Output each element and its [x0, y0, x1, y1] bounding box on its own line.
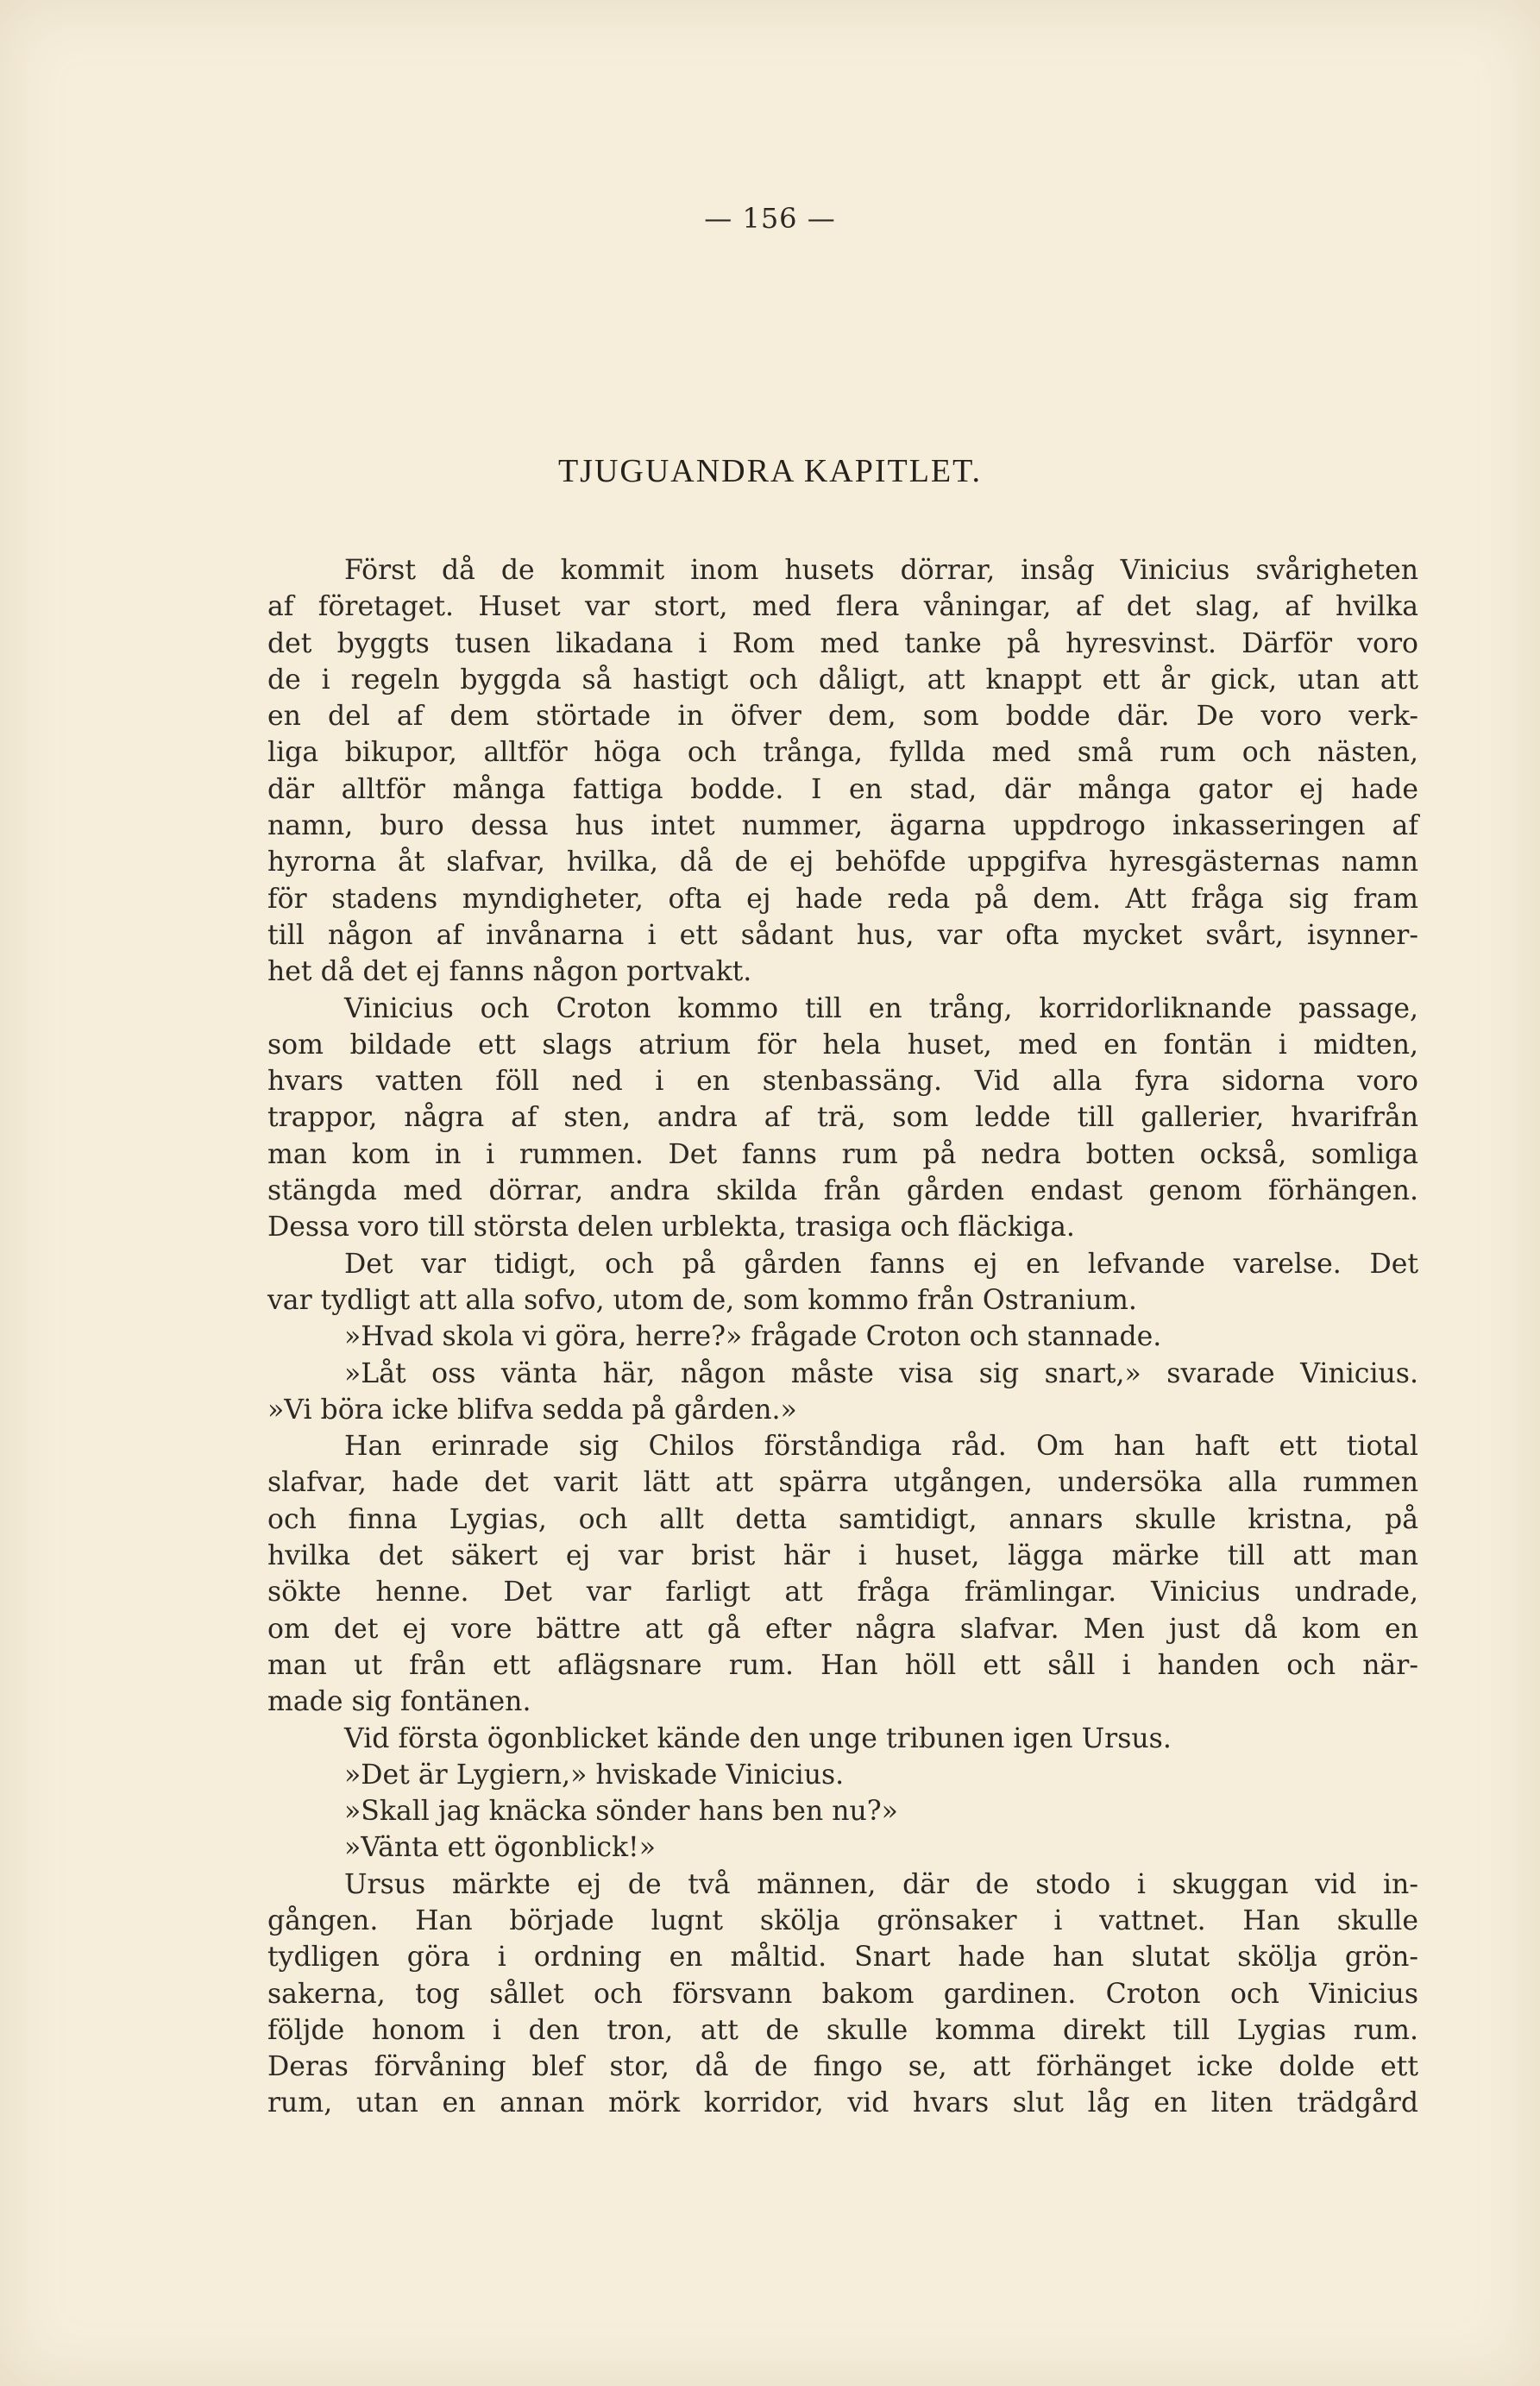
text-line: för stadens myndigheter, ofta ej hade reda på dem. Att fråga sig fram	[267, 883, 1418, 915]
text-line: namn, buro dessa hus intet nummer, ägarna uppdrogo inkasseringen af	[267, 810, 1418, 842]
text-line: hyrorna åt slafvar, hvilka, då de ej behöfde uppgifva hyresgästernas namn	[267, 847, 1418, 878]
text-line: tydligen göra i ordning en måltid. Snart hade han slutat skölja grön-	[267, 1942, 1418, 1974]
text-line: »Låt oss vänta här, någon måste visa sig snart,» svarade Vinicius.	[344, 1357, 1418, 1389]
text-line: hvars vatten föll ned i en stenbassäng. Vid alla fyra sidorna voro	[267, 1066, 1418, 1098]
paragraph	[267, 1428, 1418, 1720]
text-line: och finna Lygias, och allt detta samtidigt, annars skulle kristna, på	[267, 1503, 1418, 1535]
paragraph	[267, 552, 1418, 991]
text-line: stängda med dörrar, andra skilda från gården endast genom förhängen.	[267, 1175, 1418, 1207]
paragraph	[267, 1721, 1418, 1757]
text-line: Vinicius och Croton kommo till en trång, korridorliknande passage,	[344, 992, 1418, 1024]
text-line: »Skall jag knäcka sönder hans ben nu?»	[344, 1796, 898, 1828]
paragraph	[267, 1829, 1418, 1866]
text-line: »Hvad skola vi göra, herre?» frågade Croton och stannade.	[344, 1321, 1162, 1353]
text-line: het då det ej fanns någon portvakt.	[267, 956, 752, 988]
paragraph	[267, 1757, 1418, 1793]
text-line: liga bikupor, alltför höga och trånga, fyllda med små rum och nästen,	[267, 737, 1418, 769]
text-line: gången. Han började lugnt skölja grönsaker i vattnet. Han skulle	[267, 1904, 1418, 1936]
text-line: »Vänta ett ögonblick!»	[344, 1832, 656, 1864]
text-line: till någon af invånarna i ett sådant hus, var ofta mycket svårt, isynner-	[267, 919, 1418, 951]
chapter-title: TJUGUANDRA KAPITLET.	[557, 453, 983, 489]
text-line: Han erinrade sig Chilos förståndiga råd. Om han haft ett tiotal	[344, 1431, 1418, 1463]
text-line: »Det är Lygiern,» hviskade Vinicius.	[344, 1759, 845, 1791]
text-line: det byggts tusen likadana i Rom med tanke på hyresvinst. Därför voro	[267, 627, 1418, 659]
text-line: »Vi böra icke blifva sedda på gården.»	[267, 1394, 797, 1426]
paragraph	[267, 1319, 1418, 1355]
text-line: af företaget. Huset var stort, med flera våningar, af det slag, af hvilka	[267, 591, 1418, 623]
text-line: made sig fontänen.	[267, 1686, 531, 1718]
text-line: rum, utan en annan mörk korridor, vid hvars slut låg en liten trädgård	[267, 2087, 1418, 2119]
text-line: följde honom i den tron, att de skulle komma direkt till Lygias rum.	[267, 2014, 1418, 2046]
paragraph	[267, 1867, 1418, 2122]
text-line: en del af dem störtade in öfver dem, som bodde där. De voro verk-	[267, 701, 1418, 733]
text-line: trappor, några af sten, andra af trä, som ledde till gallerier, hvarifrån	[267, 1102, 1418, 1134]
text-line: där alltför många fattiga bodde. I en stad, där många gator ej hade	[267, 773, 1418, 805]
text-line: Dessa voro till största delen urblekta, trasiga och fläckiga.	[267, 1212, 1075, 1243]
text-line: om det ej vore bättre att gå efter några slafvar. Men just då kom en	[267, 1613, 1418, 1645]
text-line: Ursus märkte ej de två männen, där de stodo i skuggan vid in-	[344, 1868, 1418, 1900]
text-line: man ut från ett aflägsnare rum. Han höll ett såll i handen och när-	[267, 1649, 1418, 1681]
text-line: de i regeln byggda så hastigt och dåligt, att knappt ett år gick, utan att	[267, 664, 1418, 696]
text-line: som bildade ett slags atrium för hela huset, med en fontän i midten,	[267, 1029, 1418, 1061]
paragraph	[267, 1356, 1418, 1429]
paragraph	[267, 1793, 1418, 1829]
text-line: hvilka det säkert ej var brist här i huset, lägga märke till att man	[267, 1540, 1418, 1572]
text-line: Vid första ögonblicket kände den unge tribunen igen Ursus.	[344, 1722, 1172, 1754]
text-line: slafvar, hade det varit lätt att spärra utgången, undersöka alla rummen	[267, 1467, 1418, 1499]
paragraph	[267, 1246, 1418, 1319]
text-line: man kom in i rummen. Det fanns rum på nedra botten också, somliga	[267, 1138, 1418, 1170]
text-line: Först då de kommit inom husets dörrar, insåg Vinicius svårigheten	[344, 555, 1418, 586]
chapter-body	[267, 552, 1418, 2122]
text-line: var tydligt att alla sofvo, utom de, som kommo från Ostranium.	[267, 1284, 1137, 1316]
page-number: — 156 —	[704, 202, 836, 235]
text-line: sakerna, tog sållet och försvann bakom gardinen. Croton och Vinicius	[267, 1978, 1418, 2010]
text-line: Det var tidigt, och på gården fanns ej en lefvande varelse. Det	[344, 1248, 1418, 1280]
paragraph	[267, 991, 1418, 1246]
text-line: Deras förvåning blef stor, då de fingo se, att förhänget icke dolde ett	[267, 2051, 1418, 2083]
text-line: sökte henne. Det var farligt att fråga främlingar. Vinicius undrade,	[267, 1577, 1418, 1609]
